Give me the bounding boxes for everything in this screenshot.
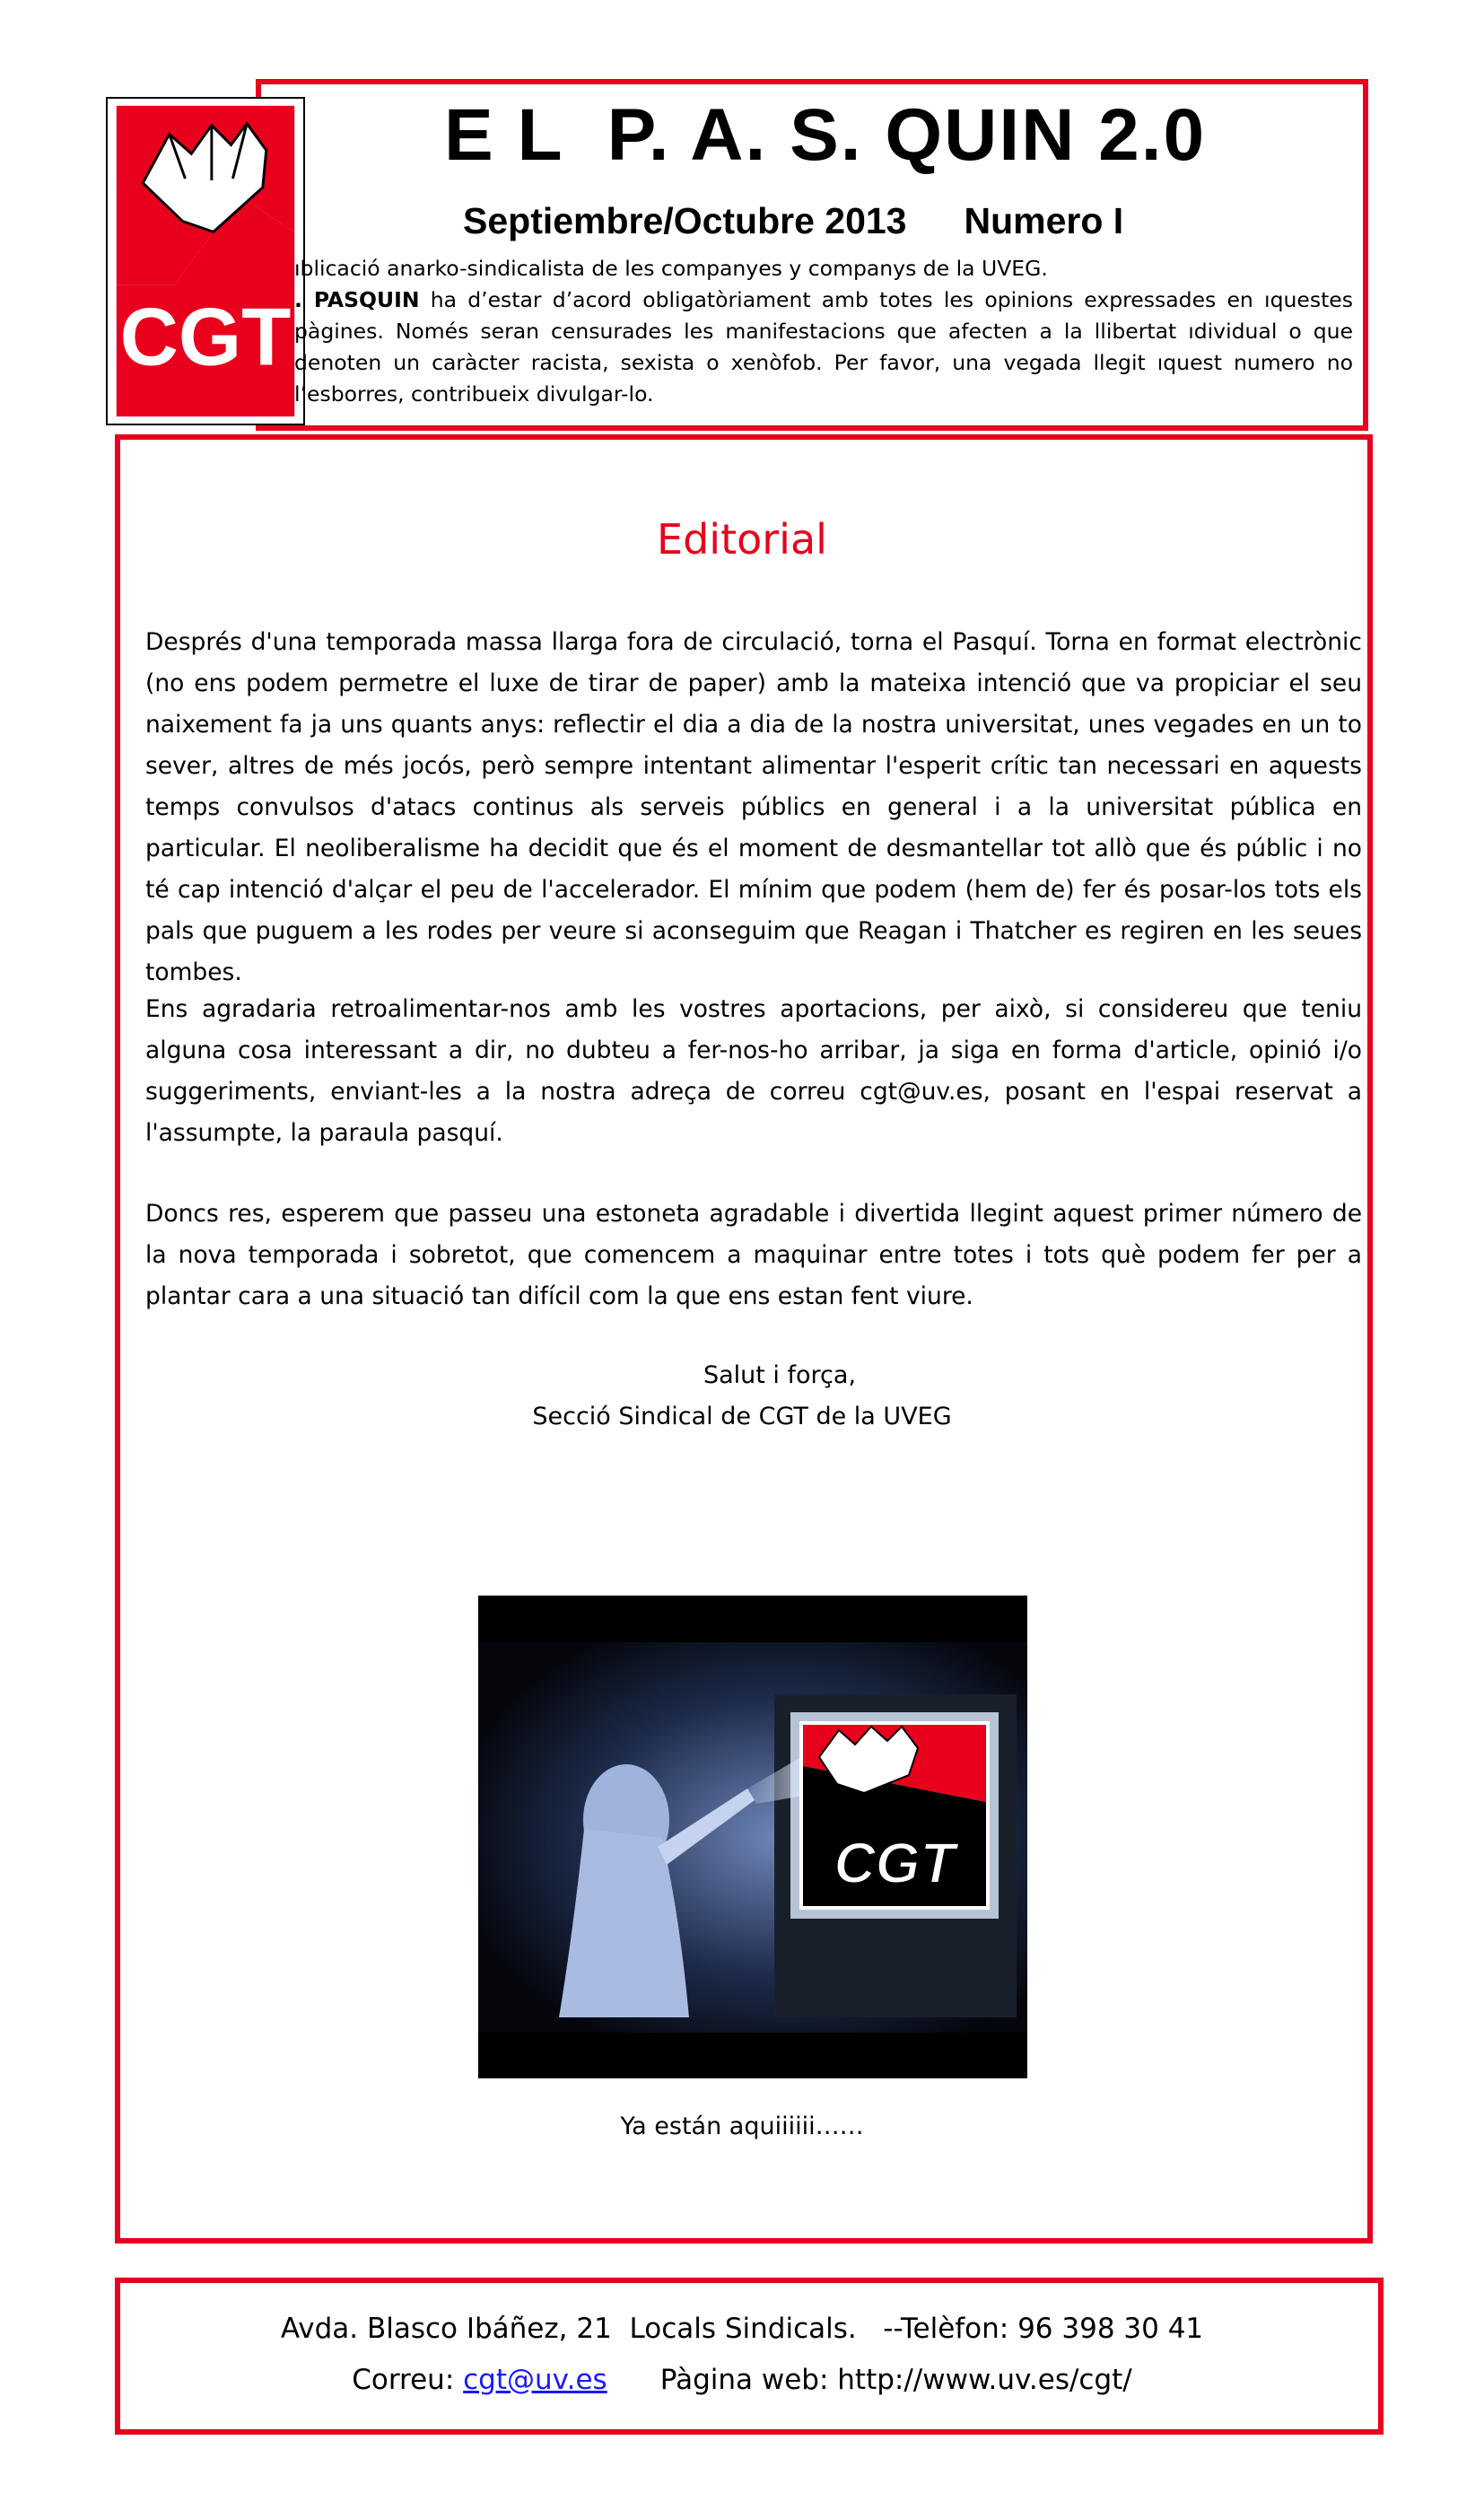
poltergeist-image [478, 1596, 1027, 2078]
intro-bold: . PASQUIN [294, 287, 420, 312]
issue-date: Septiembre/Octubre 2013 [463, 200, 907, 241]
intro-rest: ha d’estar d’acord obligatòriament amb totes les opinions expressades en ıquestes pàgines. Només seran censurades les manifestacions que afecten a la llibertat ıdividual o que denoten un caràcter racista, sexista o xenòfob. Per favor, una vegada llegit ıquest numero no l’esborres, contribueix divulgar-lo. [294, 287, 1353, 407]
newsletter-title: E L P. A. S. QUIN 2.0 [444, 94, 1207, 176]
website-text: Pàgina web: http://www.uv.es/cgt/ [607, 2364, 1132, 2396]
email-label: Correu: [352, 2364, 464, 2396]
footer-frame [115, 2278, 1384, 2435]
editorial-paragraph-2: Ens agradaria retroalimentar-nos amb les vostres aportacions, per això, si considereu que teniu alguna cosa interessant a dir, no dubteu a fer-nos-ho arribar, ja siga en forma d'article, opinió i/o suggeriments, enviant-les a la nostra adreça de correu cgt@uv.es, posant en l'espai reservat a l'assumpte, la paraula pasquí. [145, 995, 1362, 1147]
logo-text: CGT [119, 292, 292, 383]
cgt-logo [106, 97, 305, 425]
image-logo-text: CGT [834, 1831, 956, 1895]
signature-greeting: Salut i força, [703, 1361, 857, 1389]
intro-text [294, 253, 1353, 410]
issue-number: Numero I [964, 200, 1124, 241]
signature-name: Secció Sindical de CGT de la UVEG [532, 1403, 952, 1430]
footer-address: Avda. Blasco Ibáñez, 21 Locals Sindicals. --Telèfon: 96 398 30 41 [280, 2313, 1204, 2345]
image-caption: Ya están aquiiiiii…… [620, 2112, 864, 2140]
email-link[interactable]: cgt@uv.es [463, 2364, 607, 2396]
footer-contact [0, 2366, 1484, 2394]
intro-line1: ıblicació anarko-sindicalista de les companyes y companys de la UVEG. [294, 256, 1048, 281]
issue-line [463, 200, 1124, 241]
editorial-paragraph-3: Doncs res, esperem que passeu una estoneta agradable i divertida llegint aquest primer número de la nova temporada i sobretot, que comencem a maquinar entre totes i tots què podem fer per a plantar cara a una situació tan difícil com la que ens estan fent viure. [145, 1200, 1362, 1310]
editorial-heading: Editorial [657, 515, 827, 564]
editorial-paragraph-1: Després d'una temporada massa llarga fora de circulació, torna el Pasquí. Torna en format electrònic (no ens podem permetre el luxe de tirar de paper) amb la mateixa intenció que va propiciar el seu naixement fa ja uns quants anys: reflectir el dia a dia de la nostra universitat, unes vegades en un to sever, altres de més jocós, però sempre intentant alimentar l'esperit crític tan necessari en aquests temps convulsos d'atacs continus als serveis públics en general i a la universitat pública en particular. El neoliberalisme ha decidit que és el moment de desmantellar tot allò que és públic i no té cap intenció d'alçar el peu de l'accelerador. El mínim que podem (hem de) fer és posar-los tots els pals que puguem a les rodes per veure si aconseguim que Reagan i Thatcher es regiren en les seues tombes. [145, 628, 1362, 986]
